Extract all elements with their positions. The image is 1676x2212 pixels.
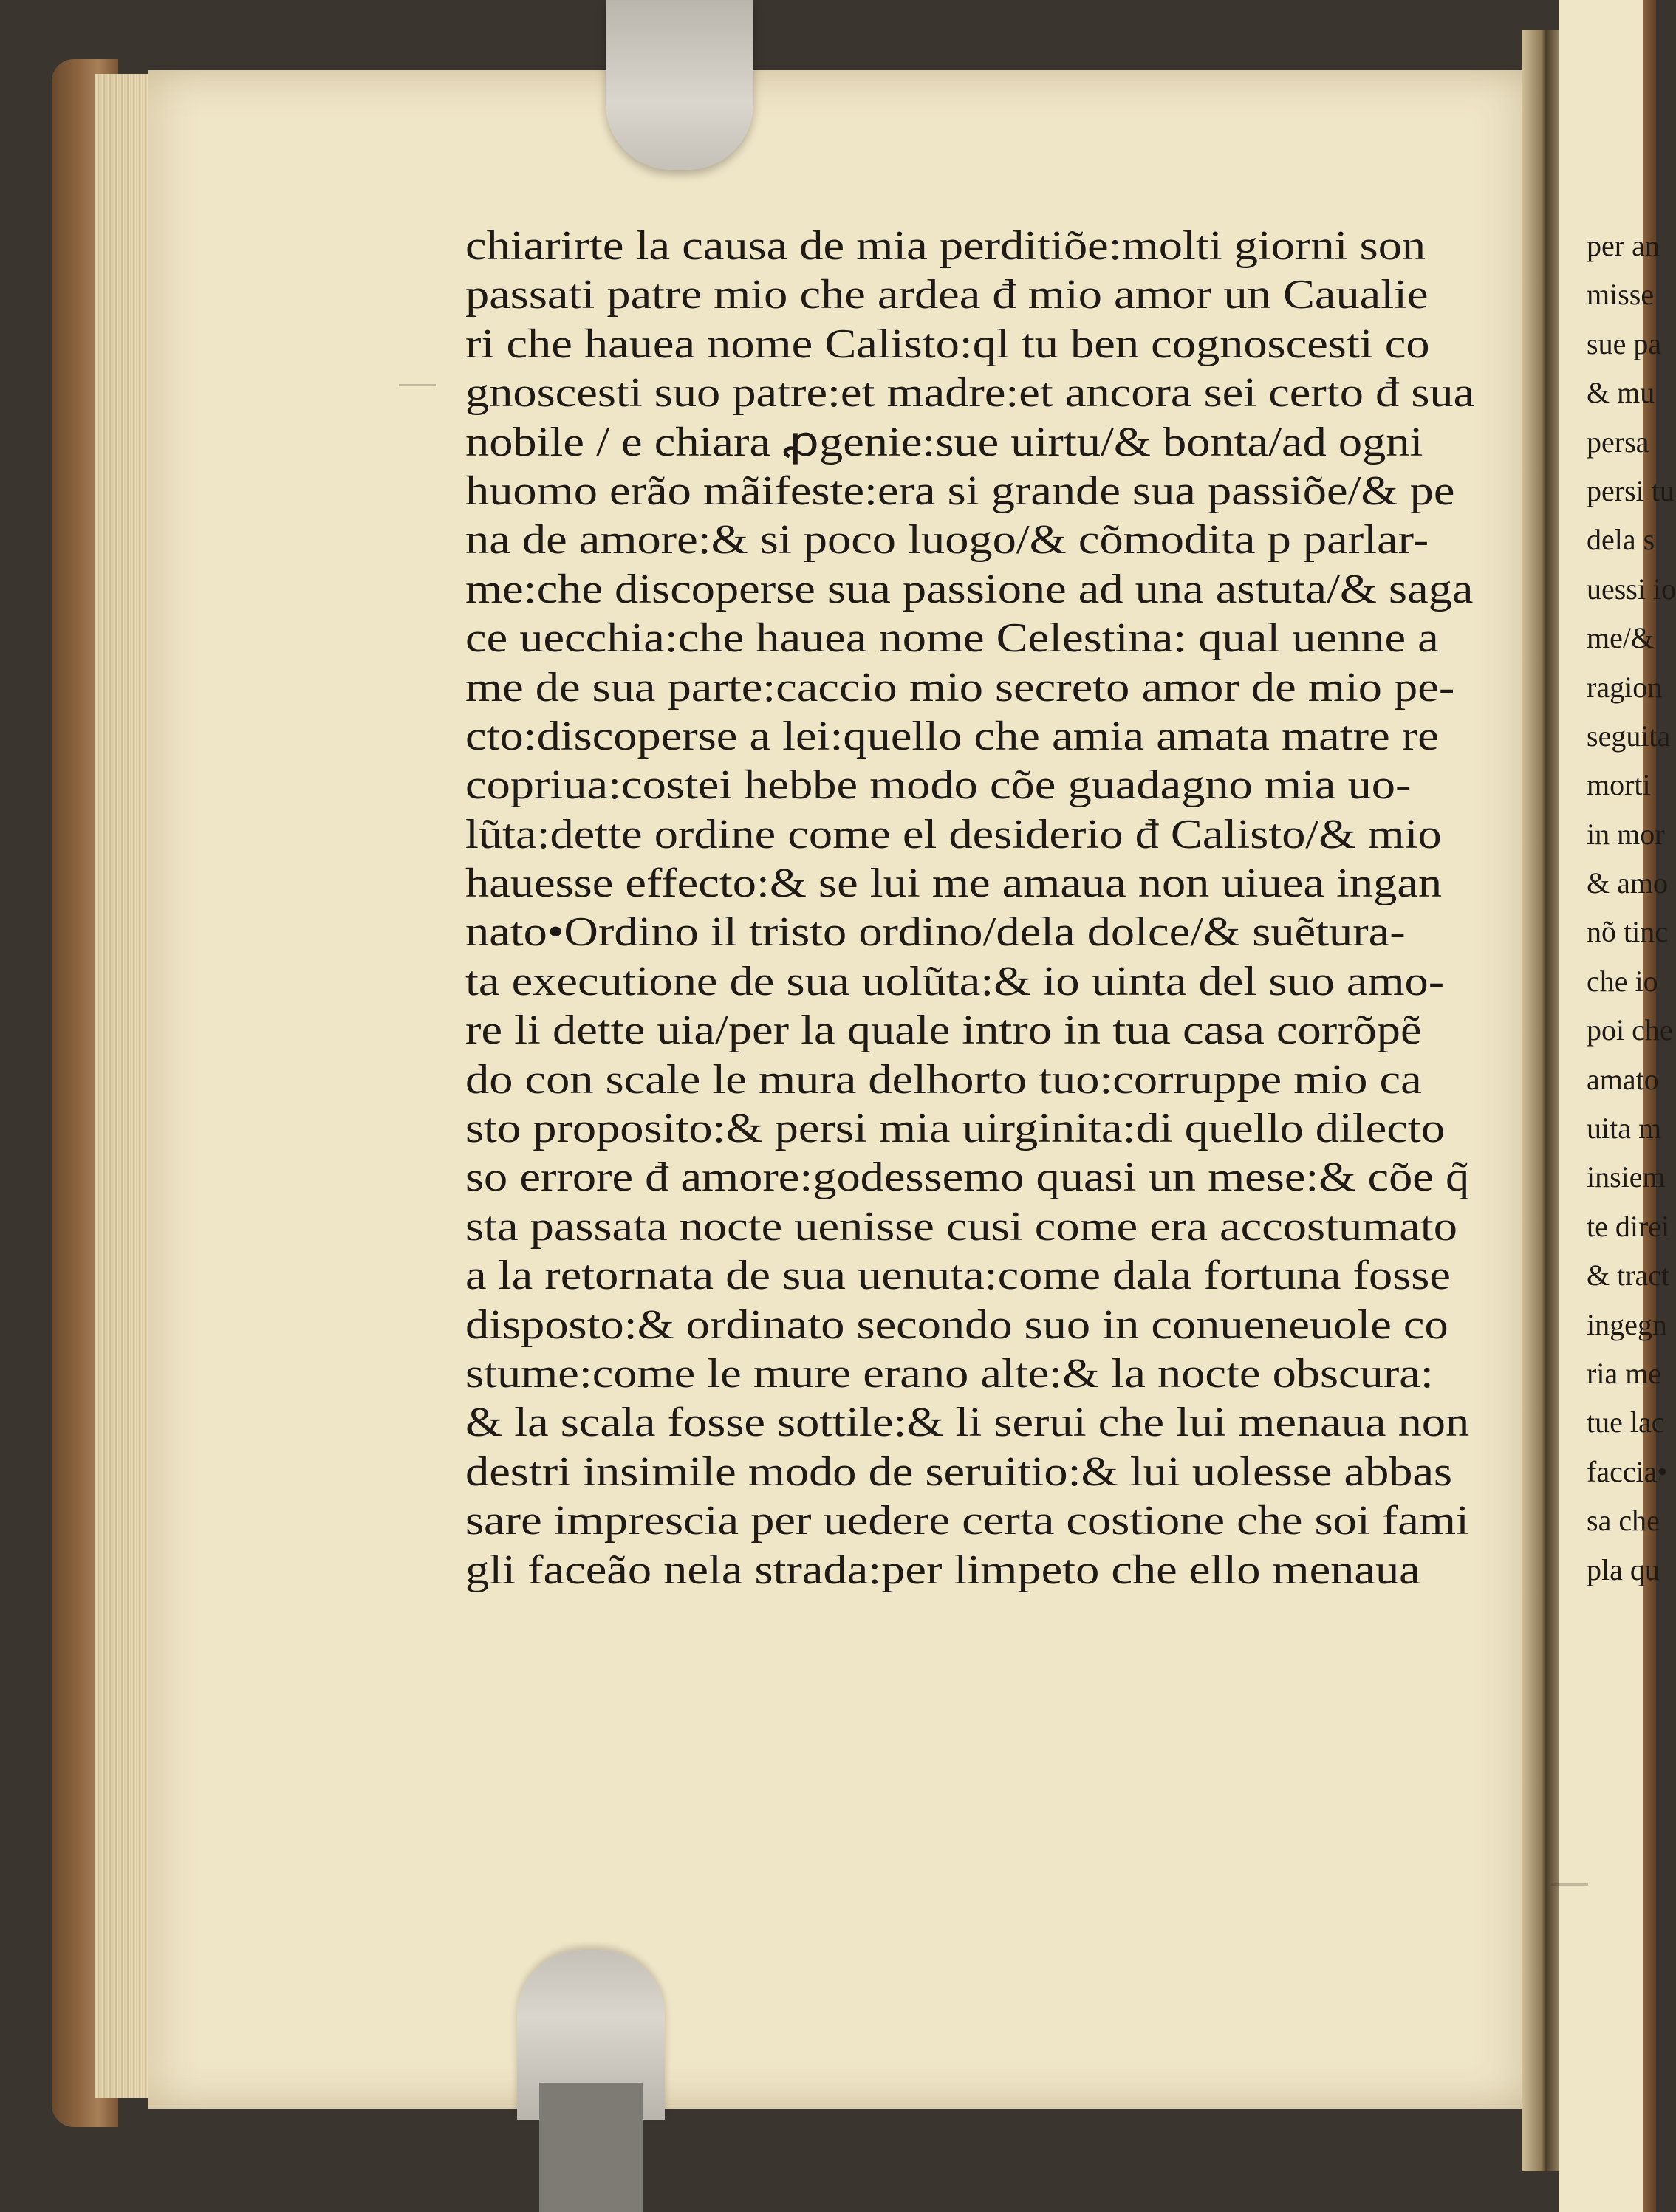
facing-text-line: misse <box>1587 278 1655 312</box>
text-line: destri insimile modo de seruitio:& lui uolesse abbas <box>465 1448 1453 1495</box>
facing-text-line: ria me <box>1587 1356 1662 1390</box>
text-line: hauesse effecto:& se lui me amaua non uiuea ingan <box>465 860 1443 907</box>
facing-text-line: che io <box>1587 964 1658 998</box>
facing-text-line: persi tu <box>1587 473 1675 507</box>
facing-text-line: & mu <box>1587 376 1655 410</box>
facing-text-line: seguita <box>1587 719 1671 753</box>
facing-text-line: te direi <box>1587 1209 1670 1243</box>
text-line: sta passata nocte uenisse cusi come era accostumato <box>465 1203 1457 1250</box>
facing-text-line: persa <box>1587 425 1649 459</box>
facing-text-line: nõ tinc <box>1587 915 1668 949</box>
facing-text-line: ragion <box>1587 670 1663 704</box>
text-line: nobile / e chiara ꝓgenie:sue uirtu/& bonta/ad ogni <box>465 419 1423 465</box>
facing-text-line: sue pa <box>1587 326 1662 360</box>
text-line: chiarirte la causa de mia perditiõe:molti giorni son <box>465 223 1426 269</box>
text-line: & la scala fosse sottile:& li serui che lui menaua non <box>465 1400 1470 1446</box>
facing-text-line: uessi io <box>1587 572 1676 606</box>
main-text-block <box>465 222 1485 1595</box>
text-line: a la retornata de sua uenuta:come dala fortuna fosse <box>465 1253 1451 1299</box>
facing-text-line: sa che <box>1587 1504 1660 1538</box>
text-line: sare imprescia per uedere certa costione che soi fami <box>465 1498 1469 1544</box>
text-line: passati patre mio che ardea đ mio amor un Caualie <box>465 272 1429 318</box>
text-line: huomo erão mãifeste:era si grande sua passiõe/& pe <box>465 468 1455 514</box>
facing-text-line: uita m <box>1587 1112 1662 1146</box>
facing-page-text-block <box>1587 222 1676 1595</box>
facing-text-line: dela s <box>1587 523 1655 557</box>
facing-text-line: me/& <box>1587 621 1655 655</box>
facing-text-line: in mor <box>1587 817 1665 851</box>
text-line: ce uecchia:che hauea nome Celestina: qual uenne a <box>465 615 1439 662</box>
text-line: cto:discoperse a lei:quello che amia amata matre re <box>465 713 1439 759</box>
text-line: sto proposito:& persi mia uirginita:di quello dilecto <box>465 1106 1446 1152</box>
text-line: gnoscesti suo patre:et madre:et ancora sei certo đ sua <box>465 370 1475 417</box>
facing-text-line: tue lac <box>1587 1405 1665 1439</box>
facing-text-line: & amo <box>1587 866 1668 900</box>
text-line: na de amore:& si poco luogo/& cõmodita p parlar- <box>465 517 1429 564</box>
facing-text-line: amato <box>1587 1062 1659 1096</box>
text-line: do con scale le mura delhorto tuo:corruppe mio ca <box>465 1056 1422 1103</box>
top-page-clip <box>606 0 753 170</box>
facing-text-line: ingegn <box>1587 1307 1667 1341</box>
text-line: lũta:dette ordine come el desiderio đ Calisto/& mio <box>465 811 1442 857</box>
text-line: me:che discoperse sua passione ad una astuta/& saga <box>465 566 1474 612</box>
text-line: gli faceão nela strada:per limpeto che ello menaua <box>465 1547 1420 1593</box>
facing-text-line: faccia• <box>1587 1454 1668 1488</box>
text-line: disposto:& ordinato secondo suo in conueneuole co <box>465 1301 1448 1348</box>
text-line: re li dette uia/per la quale intro in tua casa corrõpẽ <box>465 1007 1422 1054</box>
margin-mark <box>1551 1883 1588 1886</box>
text-line: nato•Ordino il tristo ordino/dela dolce/& suẽtura- <box>465 909 1406 956</box>
bottom-clip-strap <box>539 2083 643 2212</box>
text-line: ri che hauea nome Calisto:ql tu ben cognoscesti co <box>465 321 1430 367</box>
facing-text-line: per an <box>1587 229 1660 262</box>
text-line: me de sua parte:caccio mio secreto amor de mio pe- <box>465 664 1455 710</box>
facing-text-line: morti <box>1587 768 1651 802</box>
facing-text-line: poi che <box>1587 1013 1673 1047</box>
facing-text-line: & tract <box>1587 1259 1670 1292</box>
facing-text-line: insiem <box>1587 1160 1666 1194</box>
text-line: stume:come le mure erano alte:& la nocte obscura: <box>465 1350 1434 1397</box>
text-line: ta executione de sua uolũta:& io uinta del suo amo- <box>465 958 1445 1004</box>
text-line: so errore đ amore:godessemo quasi un mese:& cõe q̃ <box>465 1154 1470 1201</box>
margin-mark <box>399 384 436 386</box>
text-line: copriua:costei hebbe modo cõe guadagno mia uo- <box>465 762 1412 809</box>
facing-text-line: pla qu <box>1587 1552 1660 1586</box>
